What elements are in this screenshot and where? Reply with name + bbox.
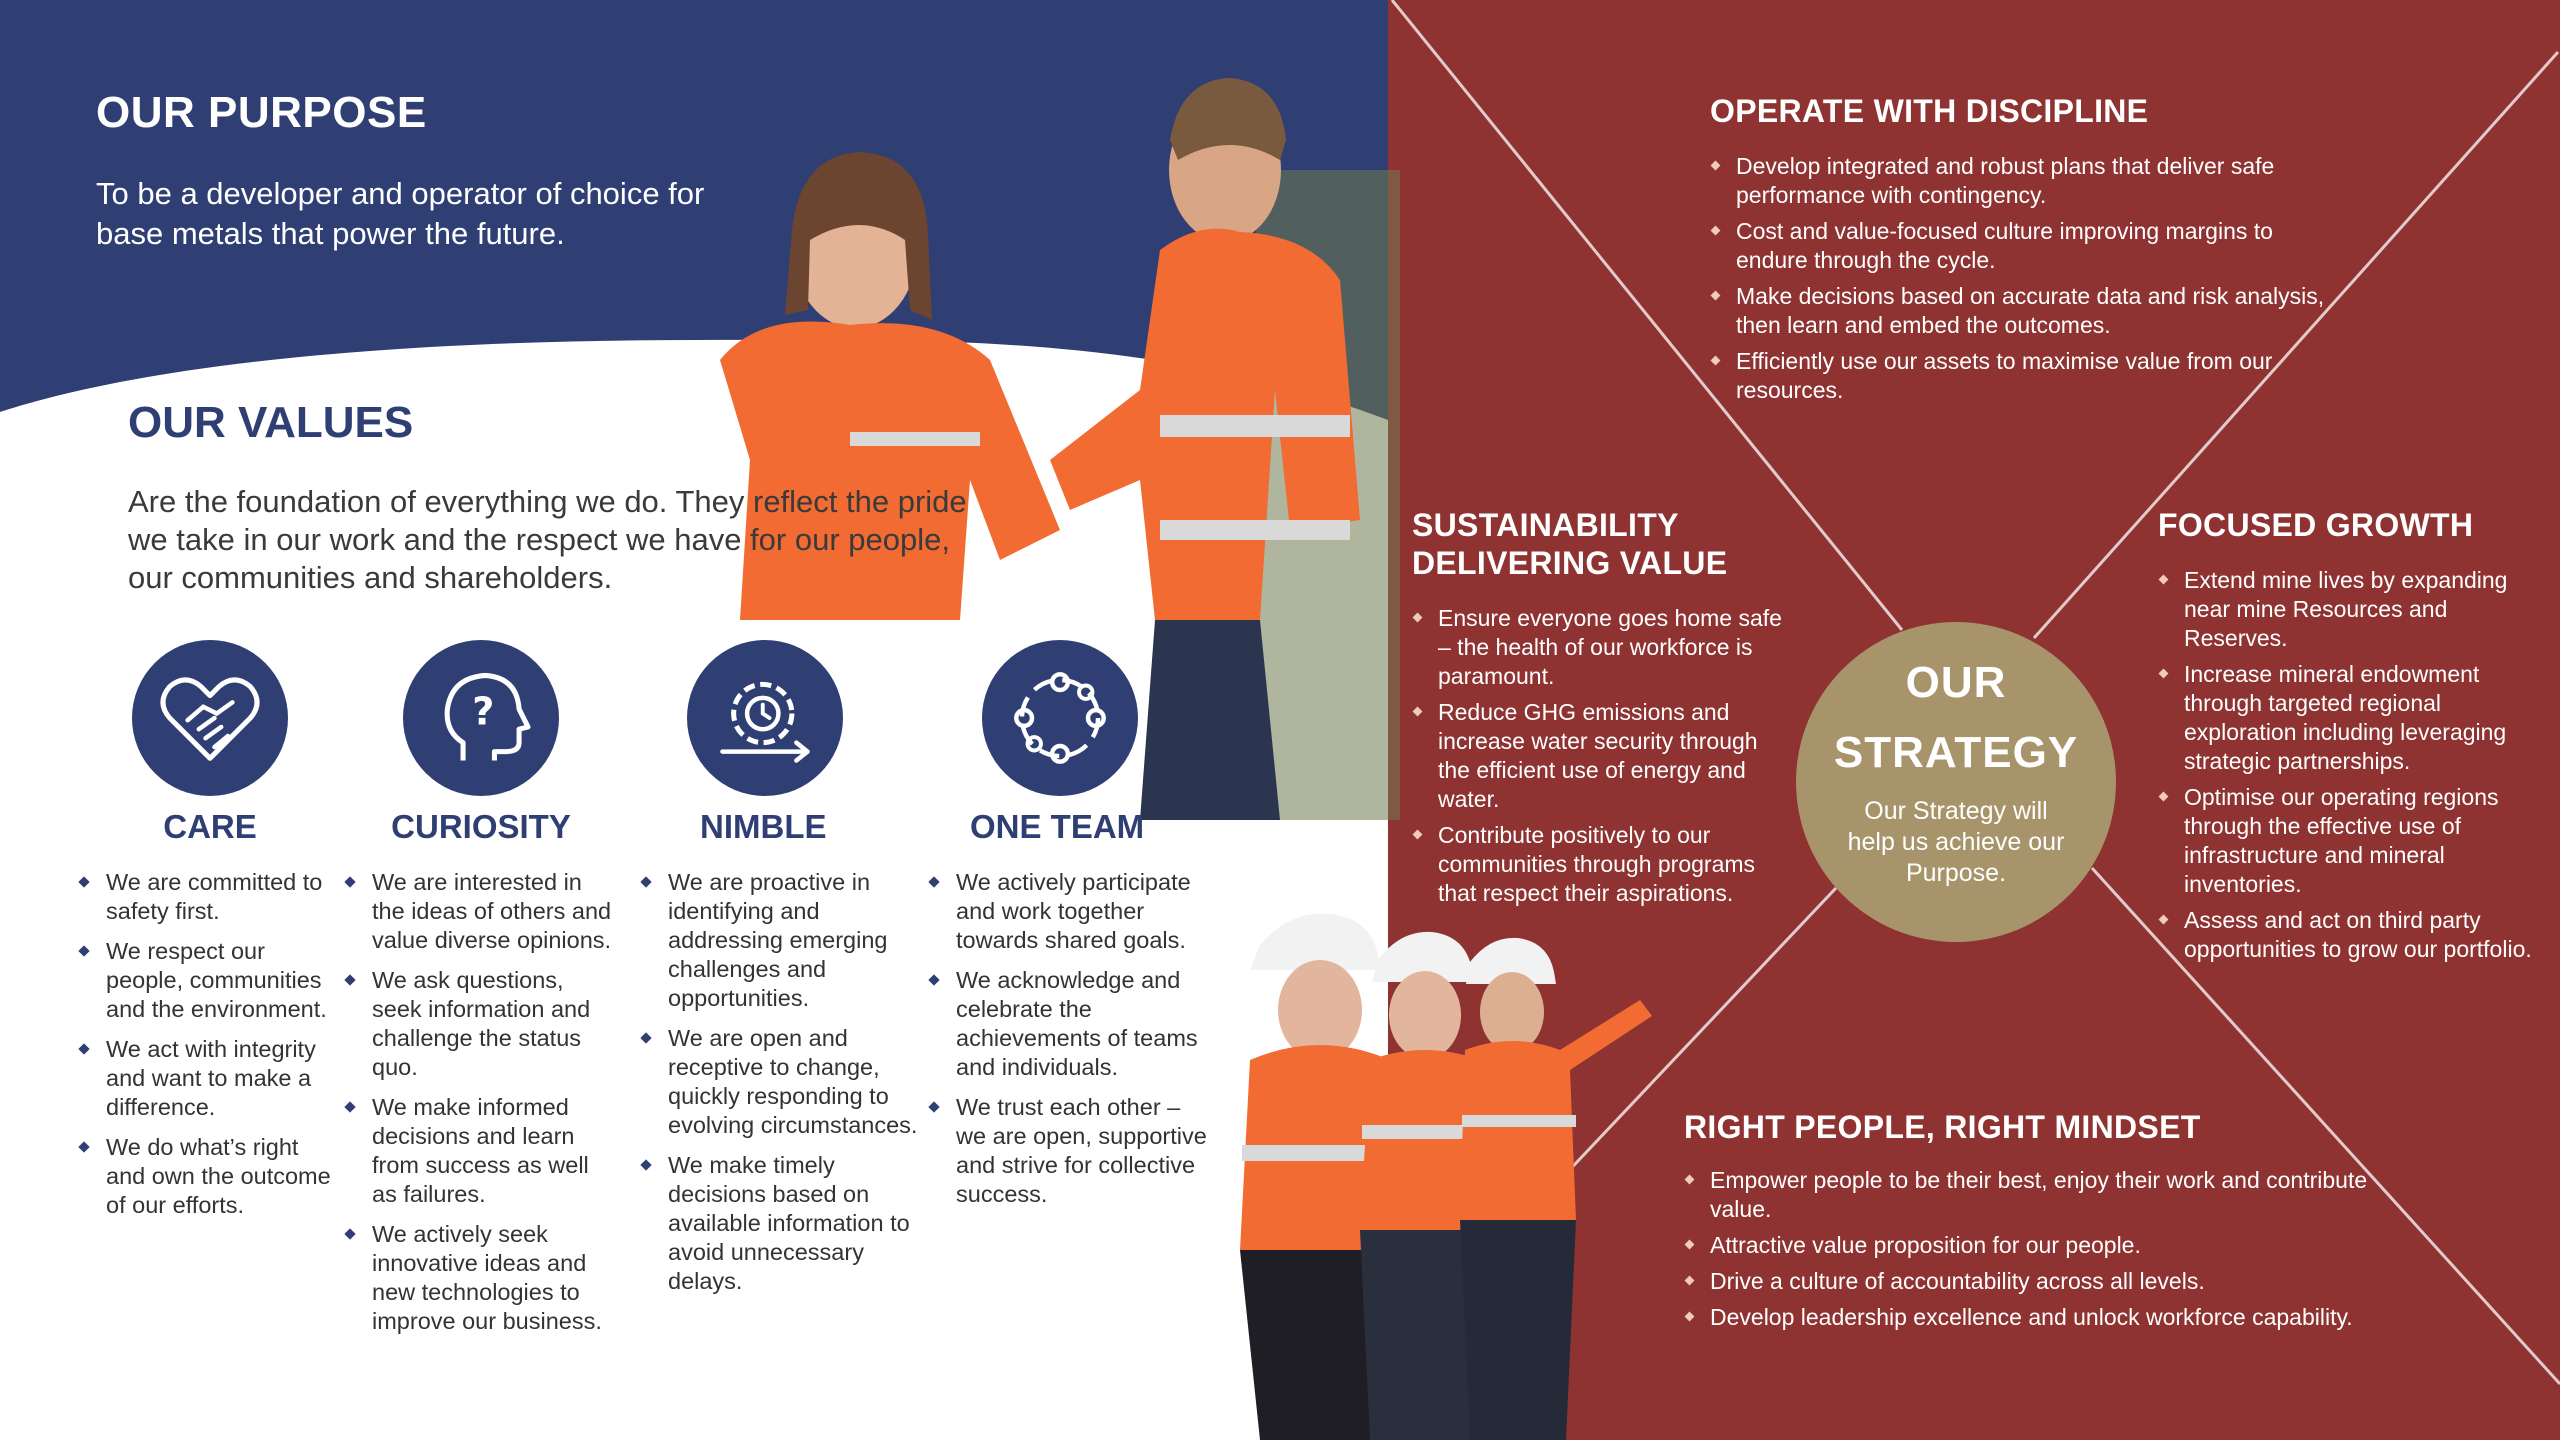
list-item: We are interested in the ideas of others and value diverse opinions. xyxy=(346,868,616,955)
list-item: Develop integrated and robust plans that deliver safe performance with contingency. xyxy=(1710,152,2330,210)
list-item: We make timely decisions based on available information to avoid unnecessary delays. xyxy=(642,1151,922,1296)
sustainability-bullets xyxy=(1412,604,1782,915)
list-item: We act with integrity and want to make a difference. xyxy=(80,1035,340,1122)
care-bullets xyxy=(80,868,340,1220)
list-item: Increase mineral endowment through targeted regional exploration including leveraging strategic partnerships. xyxy=(2158,660,2548,776)
list-item: We are proactive in identifying and addressing emerging challenges and opportunities. xyxy=(642,868,922,1013)
sustainability-title xyxy=(1412,506,1727,582)
list-item: Drive a culture of accountability across all levels. xyxy=(1684,1267,2384,1296)
gear-clock-icon xyxy=(687,640,843,796)
values-intro: Are the foundation of everything we do. They reflect the pride we take in our work and the respect we have for our people, our communities and shareholders. xyxy=(128,484,967,595)
growth-bullets xyxy=(2158,566,2548,971)
values-title: OUR VALUES xyxy=(128,398,414,447)
list-item: Empower people to be their best, enjoy their work and contribute value. xyxy=(1684,1166,2384,1224)
strategy-title-line1: OUR xyxy=(1905,658,2007,707)
list-item: We actively seek innovative ideas and new technologies to improve our business. xyxy=(346,1220,616,1336)
growth-title: FOCUSED GROWTH xyxy=(2158,507,2474,543)
list-item: Efficiently use our assets to maximise value from our resources. xyxy=(1710,347,2330,405)
workers-photo-bottom xyxy=(1220,900,1660,1440)
list-item: Assess and act on third party opportunities to grow our portfolio. xyxy=(2158,906,2548,964)
value-label-nimble: NIMBLE xyxy=(700,808,827,845)
value-nimble xyxy=(642,640,922,1307)
value-label-one-team: ONE TEAM xyxy=(970,808,1145,845)
nimble-bullets xyxy=(642,868,922,1296)
list-item: We do what’s right and own the outcome of our efforts. xyxy=(80,1133,340,1220)
list-item: Cost and value-focused culture improving margins to endure through the cycle. xyxy=(1710,217,2330,275)
people-bullets xyxy=(1684,1166,2384,1339)
list-item: We acknowledge and celebrate the achievements of teams and individuals. xyxy=(930,966,1210,1082)
strategy-subtitle: Our Strategy will help us achieve our Purpose. xyxy=(1847,797,2065,887)
strategy-circle xyxy=(1796,622,2116,942)
value-label-care: CARE xyxy=(163,808,257,845)
list-item: We respect our people, communities and the environment. xyxy=(80,937,340,1024)
list-item: Make decisions based on accurate data and risk analysis, then learn and embed the outcomes. xyxy=(1710,282,2330,340)
head-question-icon xyxy=(403,640,559,796)
list-item: We ask questions, seek information and challenge the status quo. xyxy=(346,966,616,1082)
list-item: We are open and receptive to change, quickly responding to evolving circumstances. xyxy=(642,1024,922,1140)
svg-text:?: ? xyxy=(472,689,495,734)
list-item: Optimise our operating regions through the effective use of infrastructure and mineral inventories. xyxy=(2158,783,2548,899)
list-item: We make informed decisions and learn from success as well as failures. xyxy=(346,1093,616,1209)
purpose-text: To be a developer and operator of choice for base metals that power the future. xyxy=(96,176,705,251)
list-item: Attractive value proposition for our people. xyxy=(1684,1231,2384,1260)
strategy-title xyxy=(1796,648,2116,788)
value-one-team xyxy=(930,640,1210,1220)
sustainability-title-line1: SUSTAINABILITY xyxy=(1412,507,1679,543)
list-item: Reduce GHG emissions and increase water security through the efficient use of energy and water. xyxy=(1412,698,1782,814)
value-care xyxy=(80,640,340,1231)
operate-bullets xyxy=(1710,152,2330,412)
list-item: Ensure everyone goes home safe – the health of our workforce is paramount. xyxy=(1412,604,1782,691)
operate-title: OPERATE WITH DISCIPLINE xyxy=(1710,93,2149,129)
one-team-bullets xyxy=(930,868,1210,1209)
strategy-title-line2: STRATEGY xyxy=(1833,728,2079,777)
value-curiosity xyxy=(346,640,616,1347)
list-item: We trust each other – we are open, supportive and strive for collective success. xyxy=(930,1093,1210,1209)
team-circle-icon xyxy=(982,640,1138,796)
list-item: Contribute positively to our communities through programs that respect their aspirations. xyxy=(1412,821,1782,908)
people-title: RIGHT PEOPLE, RIGHT MINDSET xyxy=(1684,1109,2201,1145)
heart-handshake-icon xyxy=(132,640,288,796)
value-label-curiosity: CURIOSITY xyxy=(391,808,571,845)
list-item: We actively participate and work together towards shared goals. xyxy=(930,868,1210,955)
curiosity-bullets xyxy=(346,868,616,1336)
list-item: Extend mine lives by expanding near mine Resources and Reserves. xyxy=(2158,566,2548,653)
list-item: We are committed to safety first. xyxy=(80,868,340,926)
sustainability-title-line2: DELIVERING VALUE xyxy=(1412,545,1728,581)
list-item: Develop leadership excellence and unlock workforce capability. xyxy=(1684,1303,2384,1332)
purpose-title: OUR PURPOSE xyxy=(96,88,427,137)
